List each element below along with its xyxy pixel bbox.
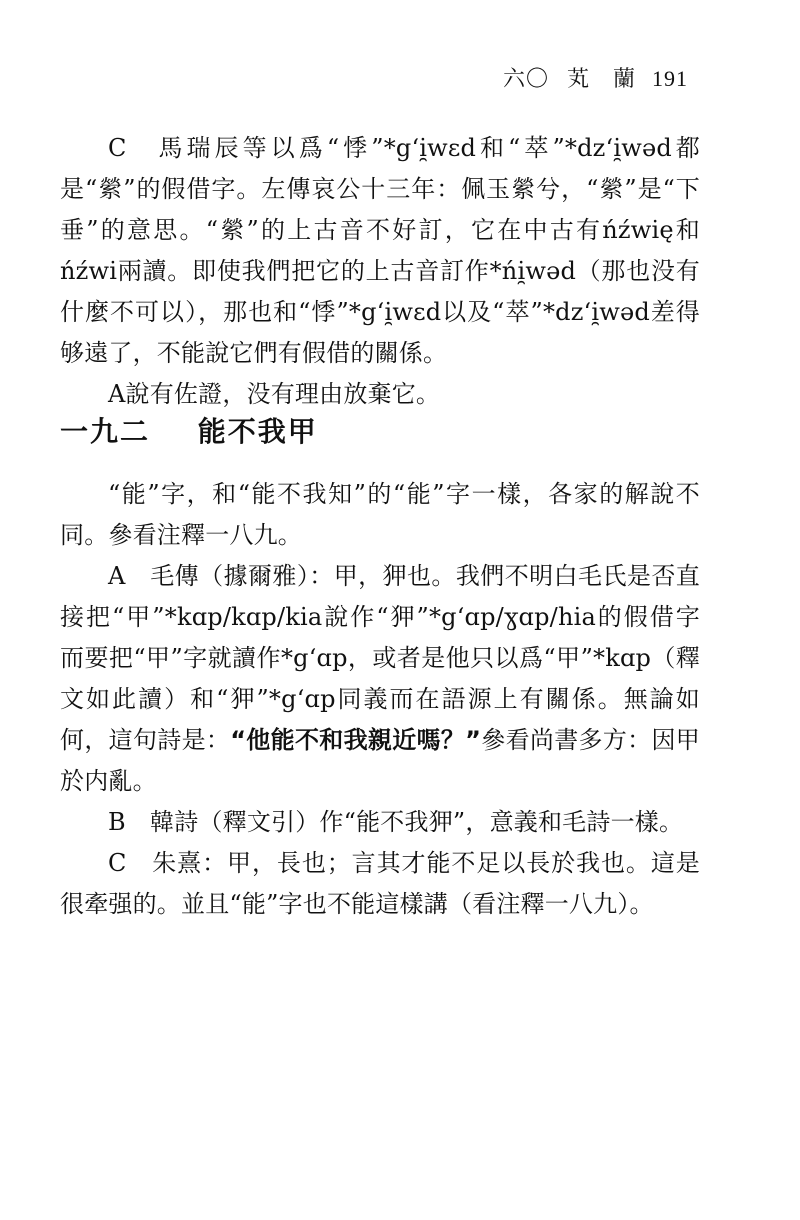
paragraph-c: C 朱熹：甲，長也；言其才能不足以長於我也。這是很牽强的。並且“能”字也不能這樣講（看注釋一八九）。 (60, 849, 700, 918)
chapter-number: 六〇 (502, 67, 549, 92)
section-heading (60, 410, 318, 450)
page-number: 191 (652, 66, 688, 91)
paragraph-conclusion: A說有佐證，没有理由放棄它。 (108, 380, 441, 408)
section-title: 能不我甲 (197, 415, 318, 448)
running-header (503, 62, 688, 93)
section-body (60, 474, 700, 925)
paragraph-a-text: A 毛傳（據爾雅）：甲，狎也。我們不明白毛氏是否直接把“甲”*kɑp/kɑp/kia說作“狎”*gʻɑp/ɣɑp/hia的假借字而要把“甲”字就讀作*gʻɑp，或者是他只以爲“甲”*kɑp（釋文如此讀）和“狎”*gʻɑp同義而在語源上有關係。無論如何，這句詩是： (60, 562, 700, 754)
chapter-title: 芄 蘭 (566, 67, 636, 92)
paragraph-c-prev: C 馬瑞辰等以爲“悸”*gʻi̯wɛd和“萃”*dzʻi̯wəd都是“縈”的假借字。左傳哀公十三年：佩玉縈兮，“縈”是“下垂”的意思。“縈”的上古音不好訂，它在中古有ńźwię和ńźwi兩讀。即使我們把它的上古音訂作*ńi̯wəd（那也没有什麼不可以），那也和“悸”*gʻi̯wɛd以及“萃”*dzʻi̯wəd差得够遠了，不能說它們有假借的關係。 (60, 134, 700, 367)
section-number: 一九二 (60, 415, 151, 448)
paragraph-intro: “能”字，和“能不我知”的“能”字一樣，各家的解說不同。參看注釋一八九。 (60, 480, 700, 549)
previous-section-text (60, 128, 700, 415)
paragraph-a (60, 556, 700, 802)
paragraph-a-tail: 參看尚書多方：因甲於内亂。 (60, 726, 700, 795)
bold-quote: “他能不和我親近嗎？” (230, 726, 482, 754)
paragraph-b: B 韓詩（釋文引）作“能不我狎”，意義和毛詩一樣。 (108, 808, 684, 836)
